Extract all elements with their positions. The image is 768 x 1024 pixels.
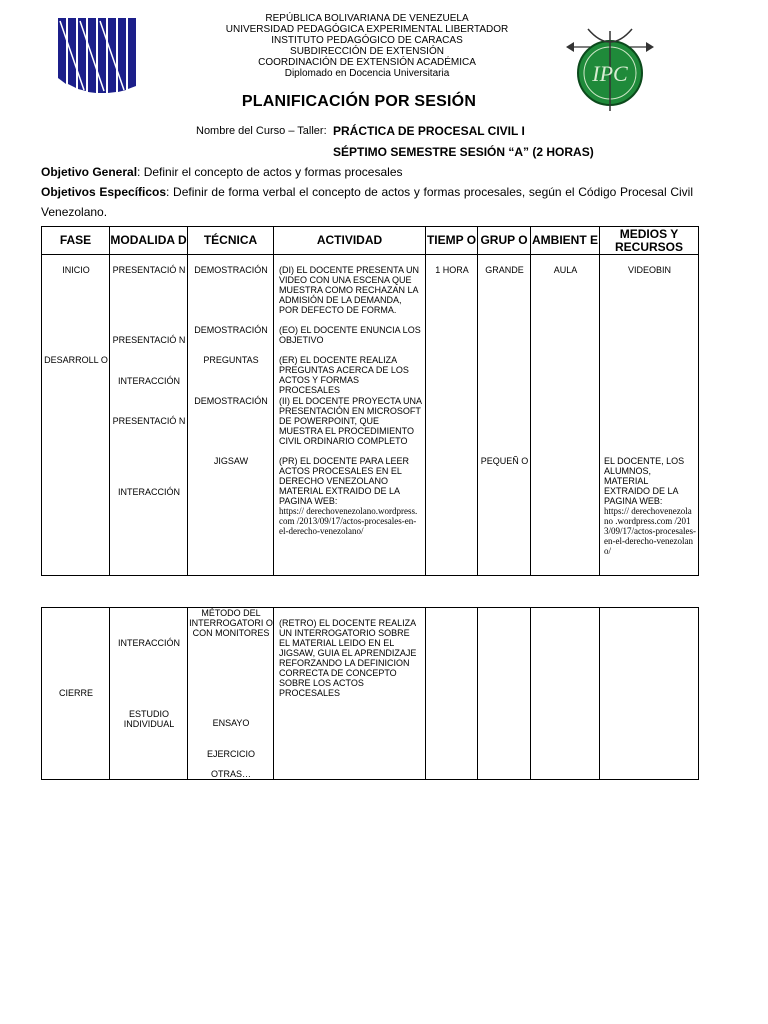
general-objective-label: Objetivo General <box>41 165 138 179</box>
institution-header <box>180 13 554 79</box>
col-header-ambiente: AMBIENT E <box>531 227 600 255</box>
actividad-cell <box>274 255 426 576</box>
col-header-medios: MEDIOS Y RECURSOS <box>600 227 699 255</box>
tecnica-item: DEMOSTRACIÓN <box>194 396 268 406</box>
header-line: Diplomado en Docencia Universitaria <box>284 68 450 79</box>
ipc-logo-text: IPC <box>592 61 628 86</box>
semester-session: SÉPTIMO SEMESTRE SESIÓN “A” (2 HORAS) <box>333 145 594 159</box>
grupo-cell <box>478 255 531 576</box>
specific-objectives-text: : Definir de forma verbal el concepto de actos y formas procesales, según el Código Procesal Civil Venezolano. <box>41 185 693 219</box>
tecnica-item: DEMOSTRACIÓN <box>194 325 268 335</box>
modalidad-item: ESTUDIO INDIVIDUAL <box>123 709 175 729</box>
fase-cell <box>42 255 110 576</box>
modalidad-cell <box>110 608 188 780</box>
actividad-item: (DI) EL DOCENTE PRESENTA UN VIDEO CON UNA ESCENA QUE MUESTRA COMO RECHAZAN LA ADMISIÓN DE LA DEMANDA, POR DEFECTO DE FORMA. <box>279 265 420 315</box>
medios-url: https:// derechovenezolano .wordpress.com /2013/09/17/actos-procesales-en-el-derecho-venezolano/ <box>604 506 696 556</box>
ambiente-cell <box>531 255 600 576</box>
col-header-grupo: GRUP O <box>478 227 531 255</box>
modalidad-item: PRESENTACIÓ N <box>112 335 186 345</box>
medios-item: VIDEOBIN <box>627 265 671 275</box>
grupo-item: PEQUEÑ O <box>480 456 529 466</box>
general-objective-text: : Definir el concepto de actos y formas procesales <box>137 165 403 179</box>
grupo-cell <box>478 608 531 780</box>
header-line: INSTITUTO PEDAGÓGICO DE CARACAS <box>271 35 463 46</box>
tiempo-cell <box>426 608 478 780</box>
page-title: PLANIFICACIÓN POR SESIÓN <box>241 93 477 110</box>
modalidad-item: PRESENTACIÓ N <box>112 416 186 426</box>
tecnica-item: OTRAS… <box>210 769 251 779</box>
modalidad-item: INTERACCIÓN <box>117 487 180 497</box>
table-row <box>42 255 699 576</box>
tecnica-cell <box>188 255 274 576</box>
actividad-item: (II) EL DOCENTE PROYECTA UNA PRESENTACIÓN EN MICROSOFT DE POWERPOINT, QUE MUESTRA EL PROCEDIMIENTO CIVIL ORDINARIO COMPLETO <box>279 396 422 446</box>
general-objective <box>41 162 693 182</box>
actividad-item: (ER) EL DOCENTE REALIZA PREGUNTAS ACERCA DE LOS ACTOS Y FORMAS PROCESALES <box>279 355 409 395</box>
col-header-actividad: ACTIVIDAD <box>274 227 426 255</box>
specific-objectives-label: Objetivos Específicos <box>41 185 167 199</box>
course-name: PRÁCTICA DE PROCESAL CIVIL I <box>333 124 525 138</box>
modalidad-item: INTERACCIÓN <box>117 376 180 386</box>
header-line: UNIVERSIDAD PEDAGÓGICA EXPERIMENTAL LIBERTADOR <box>225 24 509 35</box>
ambiente-value: AULA <box>553 265 578 275</box>
header-line: COORDINACIÓN DE EXTENSIÓN ACADÉMICA <box>258 57 476 68</box>
medios-item: EL DOCENTE, LOS ALUMNOS, MATERIAL EXTRAIDO DE LA PAGINA WEB: <box>604 456 685 506</box>
modalidad-cell <box>110 255 188 576</box>
specific-objectives <box>41 182 693 222</box>
actividad-url: https:// derechovenezolano.wordpress.com /2013/09/17/actos-procesales-en-el-derecho-venezolano/ <box>279 506 418 536</box>
medios-cell <box>600 255 699 576</box>
tiempo-cell <box>426 255 478 576</box>
table-header-row <box>42 227 699 255</box>
course-label: Nombre del Curso – Taller: <box>196 125 327 137</box>
closing-plan-table <box>41 607 699 780</box>
col-header-modalidad: MODALIDA D <box>110 227 188 255</box>
modalidad-item: PRESENTACIÓ N <box>112 265 186 275</box>
modalidad-item: INTERACCIÓN <box>117 638 180 648</box>
tecnica-item: DEMOSTRACIÓN <box>194 265 268 275</box>
session-plan-table <box>41 226 699 576</box>
tecnica-item: JIGSAW <box>213 456 249 466</box>
ambiente-cell <box>531 608 600 780</box>
table-row <box>42 608 699 780</box>
fase-cell <box>42 608 110 780</box>
col-header-fase: FASE <box>42 227 110 255</box>
fase-inicio: INICIO <box>62 265 90 275</box>
tecnica-item: MÉTODO DEL INTERROGATORI O CON MONITORES <box>189 608 273 638</box>
actividad-item: (RETRO) EL DOCENTE REALIZA UN INTERROGATORIO SOBRE EL MATERIAL LEIDO EN EL JIGSAW, GUIA EL APRENDIZAJE REFORZANDO LA DEFINICION CORRECTA DE CONCEPTO SOBRE LOS ACTOS PROCESALES <box>279 618 417 698</box>
tecnica-item: EJERCICIO <box>206 749 255 759</box>
tecnica-cell <box>188 608 274 780</box>
col-header-tecnica: TÉCNICA <box>188 227 274 255</box>
tecnica-item: ENSAYO <box>212 718 250 728</box>
tecnica-item: PREGUNTAS <box>203 355 259 365</box>
medios-cell <box>600 608 699 780</box>
grupo-item: GRANDE <box>485 265 524 275</box>
col-header-tiempo: TIEMP O <box>426 227 478 255</box>
header-line: SUBDIRECCIÓN DE EXTENSIÓN <box>290 46 444 57</box>
fase-desarrollo: DESARROLL O <box>44 355 108 365</box>
tiempo-value: 1 HORA <box>435 265 469 275</box>
actividad-item: (EO) EL DOCENTE ENUNCIA LOS OBJETIVO <box>279 325 421 345</box>
fase-cierre: CIERRE <box>58 688 93 698</box>
upel-logo <box>56 18 140 94</box>
actividad-cell <box>274 608 426 780</box>
header-line: REPÚBLICA BOLIVARIANA DE VENEZUELA <box>265 13 469 24</box>
actividad-item: (PR) EL DOCENTE PARA LEER ACTOS PROCESALES EN EL DERECHO VENEZOLANO MATERIAL EXTRAIDO DE LA PAGINA WEB: <box>279 456 410 506</box>
